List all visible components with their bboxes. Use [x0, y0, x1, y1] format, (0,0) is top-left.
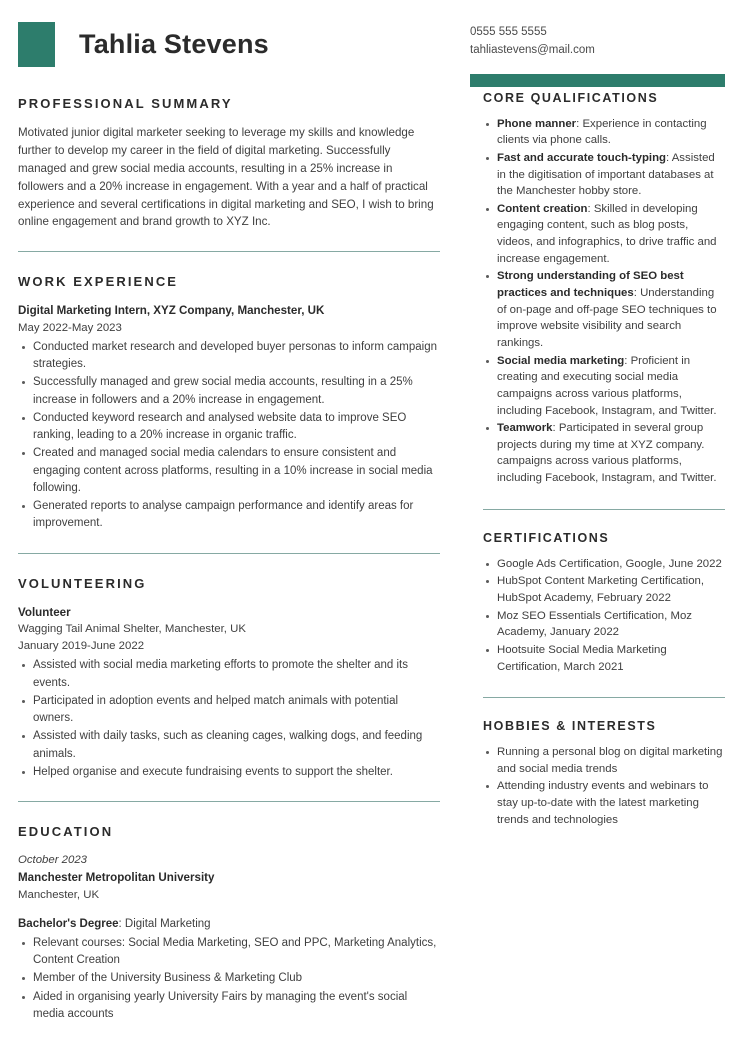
list-item: Helped organise and execute fundraising events to support the shelter.: [18, 764, 440, 781]
list-item: [483, 420, 725, 487]
qualification-label: Phone manner: [497, 117, 577, 130]
education-bullet-list: [18, 935, 440, 1023]
section-volunteering: [18, 576, 440, 781]
core-qualifications-list: [483, 116, 725, 487]
education-degree: [18, 916, 440, 933]
work-bullet-list: [18, 339, 440, 533]
volunteering-organisation: Wagging Tail Animal Shelter, Manchester, UK: [18, 623, 246, 636]
volunteering-bullet-list: [18, 657, 440, 781]
list-item: Conducted market research and developed buyer personas to inform campaign strategies.: [18, 339, 440, 374]
certifications-list: [483, 556, 725, 675]
list-item: Relevant courses: Social Media Marketing, SEO and PPC, Marketing Analytics, Content Creation: [18, 935, 440, 970]
list-item: Moz SEO Essentials Certification, Moz Academy, January 2022: [483, 608, 725, 641]
work-dates: May 2022-May 2023: [18, 321, 122, 334]
contact-phone: 0555 555 5555: [470, 26, 547, 38]
section-title-education: EDUCATION: [18, 824, 114, 840]
resume-body: [0, 87, 750, 1026]
section-title-core-qualifications: CORE QUALIFICATIONS: [483, 90, 659, 105]
volunteering-role: Volunteer: [18, 605, 71, 619]
qualification-text: : Participated in several group projects during my time at XYZ company. campaigns across various platforms, including Facebook, Instagram, and Twitter.: [497, 422, 717, 485]
left-column: [18, 87, 470, 1026]
section-work-experience: [18, 274, 440, 532]
list-item: Attending industry events and webinars to stay up-to-date with the latest marketing trends and technologies: [483, 778, 725, 828]
section-core-qualifications: [483, 87, 725, 487]
list-item: [483, 353, 725, 420]
list-item: Generated reports to analyse campaign performance and identify areas for improvement.: [18, 498, 440, 533]
section-title-work-experience: WORK EXPERIENCE: [18, 274, 179, 290]
list-item: Assisted with daily tasks, such as cleaning cages, walking dogs, and feeding animals.: [18, 728, 440, 763]
divider-after-qualifications: [483, 509, 725, 510]
divider-after-volunteering: [18, 801, 440, 802]
section-title-hobbies-interests: HOBBIES & INTERESTS: [483, 719, 657, 734]
accent-bar-icon: [470, 74, 725, 87]
section-title-volunteering: VOLUNTEERING: [18, 575, 147, 591]
section-title-certifications: CERTIFICATIONS: [483, 530, 610, 545]
qualification-label: Social media marketing: [497, 354, 625, 367]
education-institution: Manchester Metropolitan University: [18, 871, 215, 885]
list-item: Assisted with social media marketing efforts to promote the shelter and its events.: [18, 657, 440, 692]
list-item: Hootsuite Social Media Marketing Certification, March 2021: [483, 642, 725, 675]
right-column: [470, 87, 725, 830]
list-item: Created and managed social media calendars to ensure consistent and engaging content across platforms, resulting in a 10% increase in social media following.: [18, 445, 440, 497]
header-contact-area: [470, 22, 725, 87]
accent-block-icon: [18, 22, 55, 67]
professional-summary-text: Motivated junior digital marketer seeking to leverage my skills and knowledge further to develop my career in the field of digital marketing. Successfully managed and grew social media accounts, resulting in a 25% increase in followers and a 20% increase in engagement. With a year and a half of practical experience and several certifications in digital marketing and SEO, I wish to bring online engagement and brand growth to XYZ Inc.: [18, 125, 434, 229]
divider-after-summary: [18, 251, 440, 252]
education-location: Manchester, UK: [18, 888, 100, 901]
list-item: Member of the University Business & Marketing Club: [18, 970, 440, 987]
section-hobbies-interests: [483, 719, 725, 828]
list-item: [483, 201, 725, 268]
list-item: [483, 150, 725, 200]
qualification-text: : Assisted in the digitisation of important databases at the Manchester hobby store.: [497, 151, 715, 198]
candidate-name: Tahlia Stevens: [79, 29, 269, 59]
education-entry: [18, 852, 440, 1023]
education-degree-label: Bachelor's Degree: [18, 917, 119, 930]
qualification-text: : Skilled in developing engaging content, such as blog posts, videos, and infographics, to drive traffic and increase engagement.: [497, 202, 717, 265]
list-item: Running a personal blog on digital marketing and social media trends: [483, 744, 725, 777]
list-item: [483, 116, 725, 149]
hobbies-list: [483, 744, 725, 828]
section-education: [18, 824, 440, 1023]
divider-after-work: [18, 553, 440, 554]
contact-email[interactable]: tahliastevens@mail.com: [470, 43, 595, 56]
section-professional-summary: [18, 87, 440, 232]
section-certifications: [483, 531, 725, 675]
qualification-label: Strong understanding of SEO best practices and techniques: [497, 270, 684, 300]
work-entry: [18, 302, 440, 532]
volunteering-dates: January 2019-June 2022: [18, 640, 145, 653]
list-item: Aided in organising yearly University Fairs by managing the event's social media accounts: [18, 989, 440, 1024]
qualification-label: Teamwork: [497, 422, 553, 435]
list-item: Participated in adoption events and helped match animals with potential owners.: [18, 693, 440, 728]
section-title-professional-summary: PROFESSIONAL SUMMARY: [18, 95, 233, 111]
volunteering-entry: [18, 604, 440, 781]
list-item: [483, 268, 725, 351]
qualification-text: : Understanding of on-page and off-page SEO techniques to improve website visibility and search rankings.: [497, 287, 717, 349]
qualification-label: Fast and accurate touch-typing: [497, 151, 666, 164]
education-degree-value: : Digital Marketing: [118, 917, 211, 930]
education-date: October 2023: [18, 854, 88, 867]
header-name-area: [18, 22, 470, 67]
qualification-text: : Proficient in creating and executing social media campaigns across various platforms, including Facebook, Instagram, and Twitter.: [497, 354, 717, 417]
work-job-title: Digital Marketing Intern, XYZ Company, Manchester, UK: [18, 304, 325, 318]
qualification-text: : Experience in contacting clients via phone calls.: [497, 117, 707, 147]
qualification-label: Content creation: [497, 202, 588, 215]
resume-header: [0, 0, 750, 87]
list-item: Conducted keyword research and analysed website data to improve SEO ranking, leading to a 20% increase in organic traffic.: [18, 410, 440, 445]
list-item: Successfully managed and grew social media accounts, resulting in a 25% increase in followers and a 20% increase in engagement.: [18, 374, 440, 409]
list-item: Google Ads Certification, Google, June 2022: [483, 556, 725, 573]
divider-after-certifications: [483, 697, 725, 698]
list-item: HubSpot Content Marketing Certification, HubSpot Academy, February 2022: [483, 573, 725, 606]
